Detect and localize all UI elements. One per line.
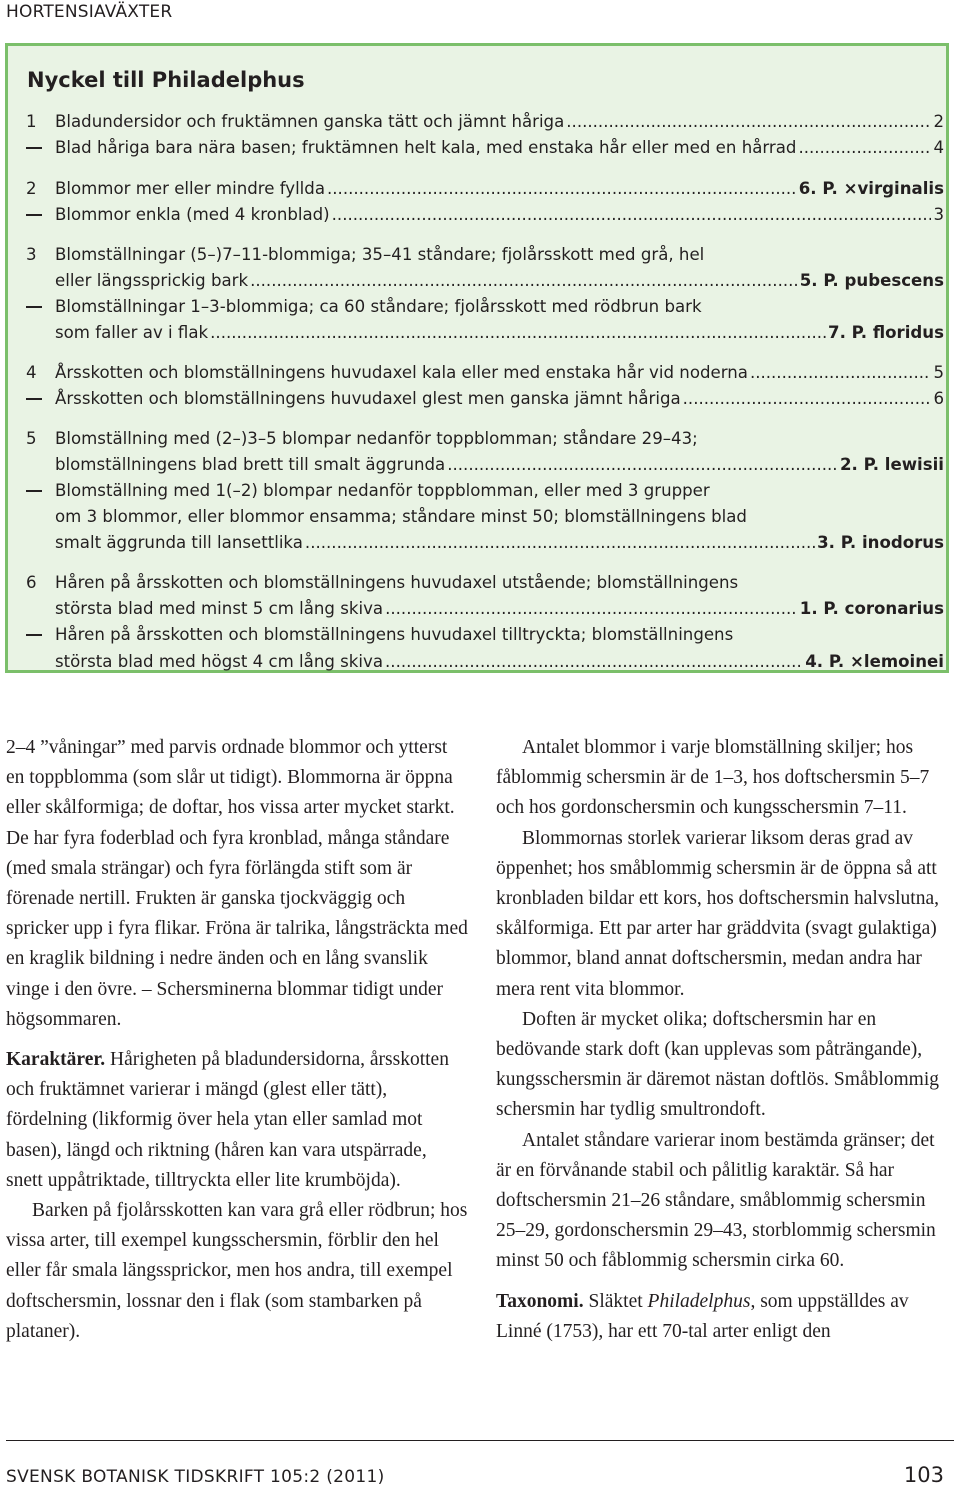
key-line-text: Bladundersidor och fruktämnen ganska tätt och jämnt håriga [55,112,565,131]
section-heading-characters: Karaktärer. [6,1049,106,1071]
key-line [26,109,944,135]
footer-divider [6,1440,954,1441]
key-line [26,268,944,294]
key-line [26,426,944,452]
key-species-result: 2. P. lewisii [839,455,944,474]
key-line-text: Årsskotten och blomställningens huvudaxel kala eller med enstaka hår vid noderna [55,363,748,382]
key-couplet-number: 3 [26,245,37,264]
key-lead-reference: 4 [933,138,944,157]
leader-dots [566,109,931,135]
key-line [26,176,944,202]
key-line-text: om 3 blommor, eller blommor ensamma; ståndare minst 50; blomställningens blad [55,507,747,526]
key-line [26,596,944,622]
section-heading-taxonomy: Taxonomi. [496,1290,584,1312]
key-line [26,530,944,556]
paragraph: Antalet blommor i varje blomställning skiljer; hos fåblommig schersmin är de 1–3, hos doftschersmin 5–7 och hos gordonschersmin och kungsschersmin 7–11. [496,737,930,819]
identification-key-box [5,43,949,673]
key-line-text: Blad håriga bara nära basen; fruktämnen helt kala, med enstaka hår eller med en hårrad [55,138,797,157]
key-couplet-number: 6 [26,573,37,592]
running-head: HORTENSIAVÄXTER [6,2,173,22]
key-line [26,504,944,530]
key-line-text: Årsskotten och blomställningens huvudaxel glest men ganska jämnt håriga [55,389,681,408]
paragraph-text: Släktet [583,1290,648,1312]
key-line-text: Blommor mer eller mindre fyllda [55,179,325,198]
key-title: Nyckel till Philadelphus [27,68,305,92]
right-column [496,733,948,1347]
key-line-text: Blomställning med (2–)3–5 blompar nedanför toppblomman; ståndare 29–43; [55,429,698,448]
paragraph-taxonomy [496,1287,948,1347]
paragraph: Antalet ståndare varierar inom bestämda gränser; det är en förvånande stabil och pålitlig karaktär. Så har doftschersmin 21–26 ståndare, småblommig schersmin 25–29, gordonschersmin 29–43, storblommig schersmin minst 50 och fåblommig schersmin cirka 60. [496,1129,936,1272]
key-line [26,202,944,228]
key-lead-reference: 5 [933,363,944,382]
key-couplet-number: 4 [26,363,37,382]
leader-dots [750,360,932,386]
key-species-result: 1. P. coronarius [799,599,944,618]
key-couplet-number: 1 [26,112,37,131]
key-species-result: 3. P. inodorus [817,533,944,552]
key-line-text: blomställningens blad brett till smalt äggrunda [55,455,446,474]
key-line [26,386,944,412]
key-lead-reference: 3 [933,205,944,224]
key-dash-marker [26,306,42,308]
key-species-result: 5. P. pubescens [799,271,944,290]
key-dash-marker [26,214,42,216]
leader-dots [332,202,932,228]
left-column [6,733,468,1347]
key-lead-reference: 2 [933,112,944,131]
paragraph-text: , som uppställdes av Linné (1753), har ett 70-tal arter enligt den [496,1290,909,1342]
key-line-text: Blomställningar (5–)7–11-blommiga; 35–41 ståndare; fjolårsskott med grå, hel [55,245,705,264]
key-couplet-number: 5 [26,429,37,448]
key-line [26,135,944,161]
key-line-text: smalt äggrunda till lansettlika [55,533,303,552]
genus-name: Philadelphus [647,1290,751,1312]
key-line-text: Blommor enkla (med 4 kronblad) [55,205,330,224]
key-species-result: 7. P. floridus [828,323,944,342]
key-line [26,622,944,648]
paragraph: 2–4 ”våningar” med parvis ordnade blommor och ytterst en toppblomma (som slår ut tidigt). Blommorna är öppna eller skålformiga; de doftar, hos vissa arter mycket starkt. De har fyra foderblad och fyra kronblad, många ståndare (med smala strängar) och fyra förlängda stift som är förenade nertill. Frukten är ganska tjockväggig och spricker upp i fyra flikar. Fröna är talrika, långsträckta med en kraglik bildning i nedre änden och en lång svanslik vinge i den övre. – Schersminerna blommar tidigt under högsommaren. [6,737,468,1030]
key-line [26,570,944,596]
key-line [26,452,944,478]
leader-dots [798,135,931,161]
leader-dots [327,176,797,202]
key-line [26,294,944,320]
key-line-text: eller längssprickig bark [55,271,249,290]
key-line [26,320,944,346]
key-line [26,649,944,675]
key-couplet-number: 2 [26,179,37,198]
leader-dots [385,596,798,622]
journal-citation: SVENSK BOTANISK TIDSKRIFT 105:2 (2011) [6,1467,385,1487]
leader-dots [250,268,798,294]
paragraph-text: Hårigheten på bladundersidorna, årsskotten och fruktämnet varierar i mängd (glest eller tätt), fördelning (likformig över hela ytan eller samlad mot basen), längd och riktning (håren kan vara utspärrade, snett uppåtriktade, tilltryckta eller lite krumböjda). [6,1049,449,1191]
key-species-result: 4. P. ×lemoinei [805,652,944,671]
key-dash-marker [26,398,42,400]
leader-dots [385,649,803,675]
key-dash-marker [26,147,42,149]
key-line-text: största blad med högst 4 cm lång skiva [55,652,384,671]
key-lead-reference: 6 [933,389,944,408]
key-line-text: som faller av i flak [55,323,209,342]
leader-dots [305,530,815,556]
paragraph: Barken på fjolårsskotten kan vara grå eller rödbrun; hos vissa arter, till exempel kungsschersmin, förblir den hel eller får smala längssprickor, men hos andra, till exempel doftschersmin, lossnar den i flak (som stambarken på plataner). [6,1200,468,1342]
leader-dots [447,452,838,478]
page-number: 103 [903,1463,944,1487]
key-line [26,360,944,386]
key-line-text: största blad med minst 5 cm lång skiva [55,599,384,618]
paragraph-characters [6,1045,468,1196]
key-species-result: 6. P. ×virginalis [798,179,944,198]
key-line-text: Blomställning med 1(–2) blompar nedanför toppblomman, eller med 3 grupper [55,481,710,500]
key-line [26,478,944,504]
key-dash-marker [26,634,42,636]
paragraph: Doften är mycket olika; doftschersmin har en bedövande stark doft (kan upplevas som påträngande), kungsschersmin är däremot nästan doftlös. Småblommig schersmin har tydlig smultrondoft. [496,1008,940,1121]
key-line-text: Håren på årsskotten och blomställningens huvudaxel tilltryckta; blomställningens [55,625,734,644]
paragraph: Blommornas storlek varierar liksom deras grad av öppenhet; hos småblommig schersmin är de öppna så att kronbladen bildar ett kors, hos doftschersmin halvslutna, skålformiga. Ett par arter har gräddvita (svagt gulaktiga) blommor, bland annat doftschersmin, medan andra har mera rent vita blommor. [496,827,939,1000]
key-line [26,242,944,268]
key-line-text: Håren på årsskotten och blomställningens huvudaxel utstående; blomställningens [55,573,739,592]
key-line-text: Blomställningar 1–3-blommiga; ca 60 ståndare; fjolårsskott med rödbrun bark [55,297,702,316]
leader-dots [683,386,932,412]
key-dash-marker [26,490,42,492]
leader-dots [210,320,826,346]
